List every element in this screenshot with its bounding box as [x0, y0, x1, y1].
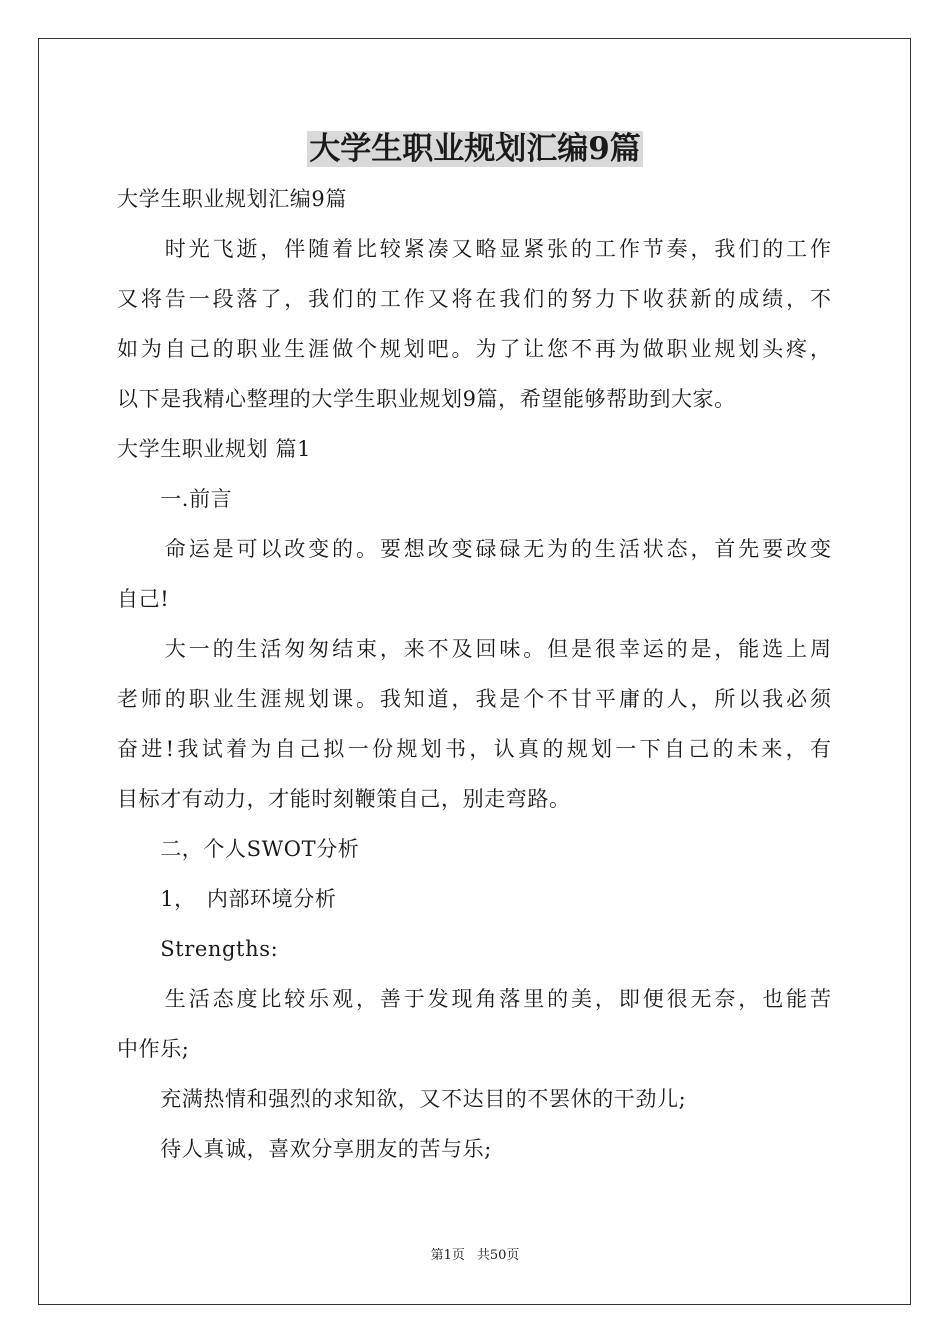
intro-line-3: 如为自己的职业生涯做个规划吧。为了让您不再为做职业规划头疼， — [117, 337, 831, 361]
para2-line-2: 老师的职业生涯规划课。我知道，我是个不甘平庸的人，所以我必须 — [117, 687, 831, 711]
page-total: 共50页 — [476, 1248, 520, 1263]
strength3-line: 待人真诚，喜欢分享朋友的苦与乐; — [117, 1137, 492, 1161]
para1-line-2: 自己! — [117, 587, 170, 611]
para1-line-1: 命运是可以改变的。要想改变碌碌无为的生活状态，首先要改变 — [117, 537, 831, 561]
intro-line-1: 时光飞逝，伴随着比较紧凑又略显紧张的工作节奏，我们的工作 — [117, 237, 831, 261]
strength1-line-1: 生活态度比较乐观，善于发现角落里的美，即便很无奈，也能苦 — [117, 987, 831, 1011]
swot-heading: 二，个人SWOT分析 — [117, 837, 360, 861]
intro-line-4: 以下是我精心整理的大学生职业规划9篇，希望能够帮助到大家。 — [117, 387, 736, 411]
strength2-line: 充满热情和强烈的求知欲，又不达目的不罢休的干劲儿; — [117, 1087, 687, 1111]
section-heading: 大学生职业规划 篇1 — [117, 437, 312, 461]
page-number: 第1页 — [430, 1248, 465, 1263]
para2-line-3: 奋进!我试着为自己拟一份规划书，认真的规划一下自己的未来，有 — [117, 737, 831, 761]
internal-heading: 1， 内部环境分析 — [117, 887, 337, 911]
document-title: 大学生职业规划汇编9篇 — [309, 131, 641, 167]
page-border — [38, 38, 911, 1305]
document-subtitle: 大学生职业规划汇编9篇 — [117, 187, 347, 211]
strength1-line-2: 中作乐; — [117, 1037, 190, 1061]
para2-line-1: 大一的生活匆匆结束，来不及回味。但是很幸运的是，能选上周 — [117, 637, 831, 661]
para2-line-4: 目标才有动力，才能时刻鞭策自己，别走弯路。 — [117, 787, 571, 811]
intro-line-2: 又将告一段落了，我们的工作又将在我们的努力下收获新的成绩，不 — [117, 287, 831, 311]
page-footer — [0, 1247, 950, 1265]
strengths-label: Strengths: — [117, 937, 279, 961]
preface-heading: 一.前言 — [117, 487, 233, 511]
